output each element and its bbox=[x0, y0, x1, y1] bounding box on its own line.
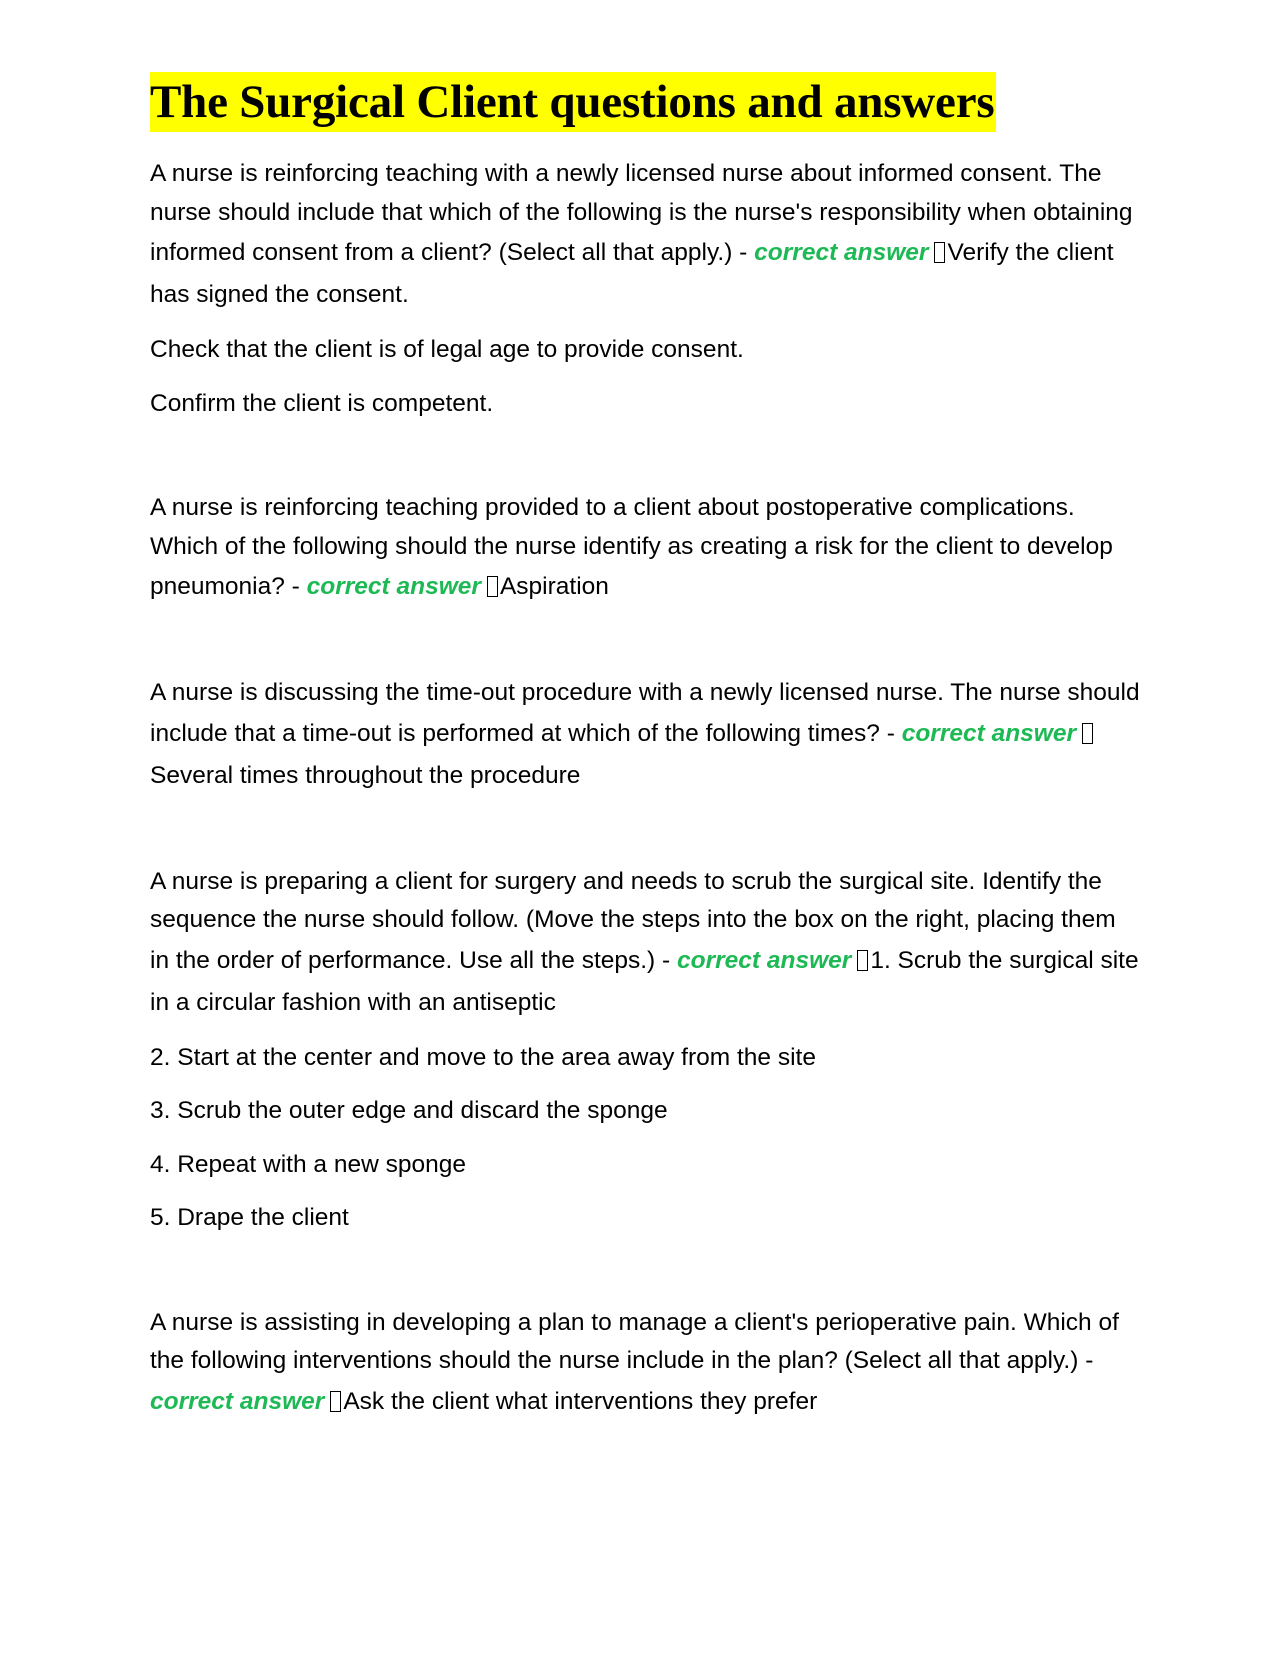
answer-text: Several times throughout the procedure bbox=[150, 761, 581, 789]
question-body: A nurse is assisting in developing a plan to manage a client's perioperative pain. Which of the following interventions should the nurse include in the plan? (Select all that apply.) - bbox=[150, 1308, 1119, 1374]
document-title: The Surgical Client questions and answers bbox=[150, 72, 996, 132]
qa-item bbox=[150, 1304, 1140, 1423]
answer-text: 1. Scrub the surgical site in a circular fashion with an antiseptic bbox=[150, 946, 1139, 1016]
answer-text: Ask the client what interventions they prefer bbox=[343, 1387, 818, 1415]
answer-line: 3. Scrub the outer edge and discard the sponge bbox=[150, 1097, 668, 1124]
answer-text: Verify the client has signed the consent. bbox=[150, 239, 1114, 308]
qa-item bbox=[150, 155, 1140, 423]
correct-answer-label: correct answer bbox=[901, 719, 1077, 747]
missing-glyph-box-icon bbox=[330, 1391, 341, 1412]
question-text bbox=[150, 489, 1140, 608]
correct-answer-label: correct answer bbox=[306, 573, 481, 600]
document-page bbox=[150, 72, 1140, 1423]
correct-answer-label: correct answer bbox=[150, 1387, 325, 1415]
correct-answer-label: correct answer bbox=[754, 239, 929, 266]
qa-item bbox=[150, 489, 1140, 608]
question-body: A nurse is reinforcing teaching provided to a client about postoperative complications. Which of the following should the nurse identify as creating a risk for the client to develop pneumonia? - bbox=[150, 494, 1113, 600]
answer-line: Confirm the client is competent. bbox=[150, 389, 494, 417]
missing-glyph-box-icon bbox=[934, 242, 945, 263]
question-text bbox=[150, 1304, 1140, 1423]
missing-glyph-box-icon bbox=[487, 576, 498, 597]
answer-line: Check that the client is of legal age to provide consent. bbox=[150, 336, 744, 363]
answer-text: Aspiration bbox=[499, 573, 609, 600]
missing-glyph-box-icon bbox=[857, 950, 868, 971]
question-text bbox=[150, 155, 1140, 316]
correct-answer-label: correct answer bbox=[677, 946, 852, 974]
question-body: A nurse is reinforcing teaching with a newly licensed nurse about informed consent. The nurse should include that which of the following is the nurse's responsibility when obtaining informed consent from a client? (Select all that apply.) - bbox=[150, 160, 1133, 266]
question-text bbox=[150, 674, 1140, 797]
question-body: A nurse is discussing the time-out procedure with a newly licensed nurse. The nurse should include that a time-out is performed at which of the following times? - bbox=[150, 679, 1140, 747]
answer-line: 5. Drape the client bbox=[150, 1204, 349, 1231]
missing-glyph-box-icon bbox=[1082, 723, 1093, 744]
answer-line: 4. Repeat with a new sponge bbox=[150, 1150, 466, 1178]
qa-item bbox=[150, 863, 1140, 1238]
question-text bbox=[150, 863, 1140, 1024]
answer-line: 2. Start at the center and move to the area away from the site bbox=[150, 1043, 816, 1071]
question-body: A nurse is preparing a client for surgery and needs to scrub the surgical site. Identify the sequence the nurse should follow. (Move the steps into the box on the right, placing them in the order of performance. Use all the steps.) - bbox=[150, 867, 1116, 974]
qa-item bbox=[150, 674, 1140, 797]
